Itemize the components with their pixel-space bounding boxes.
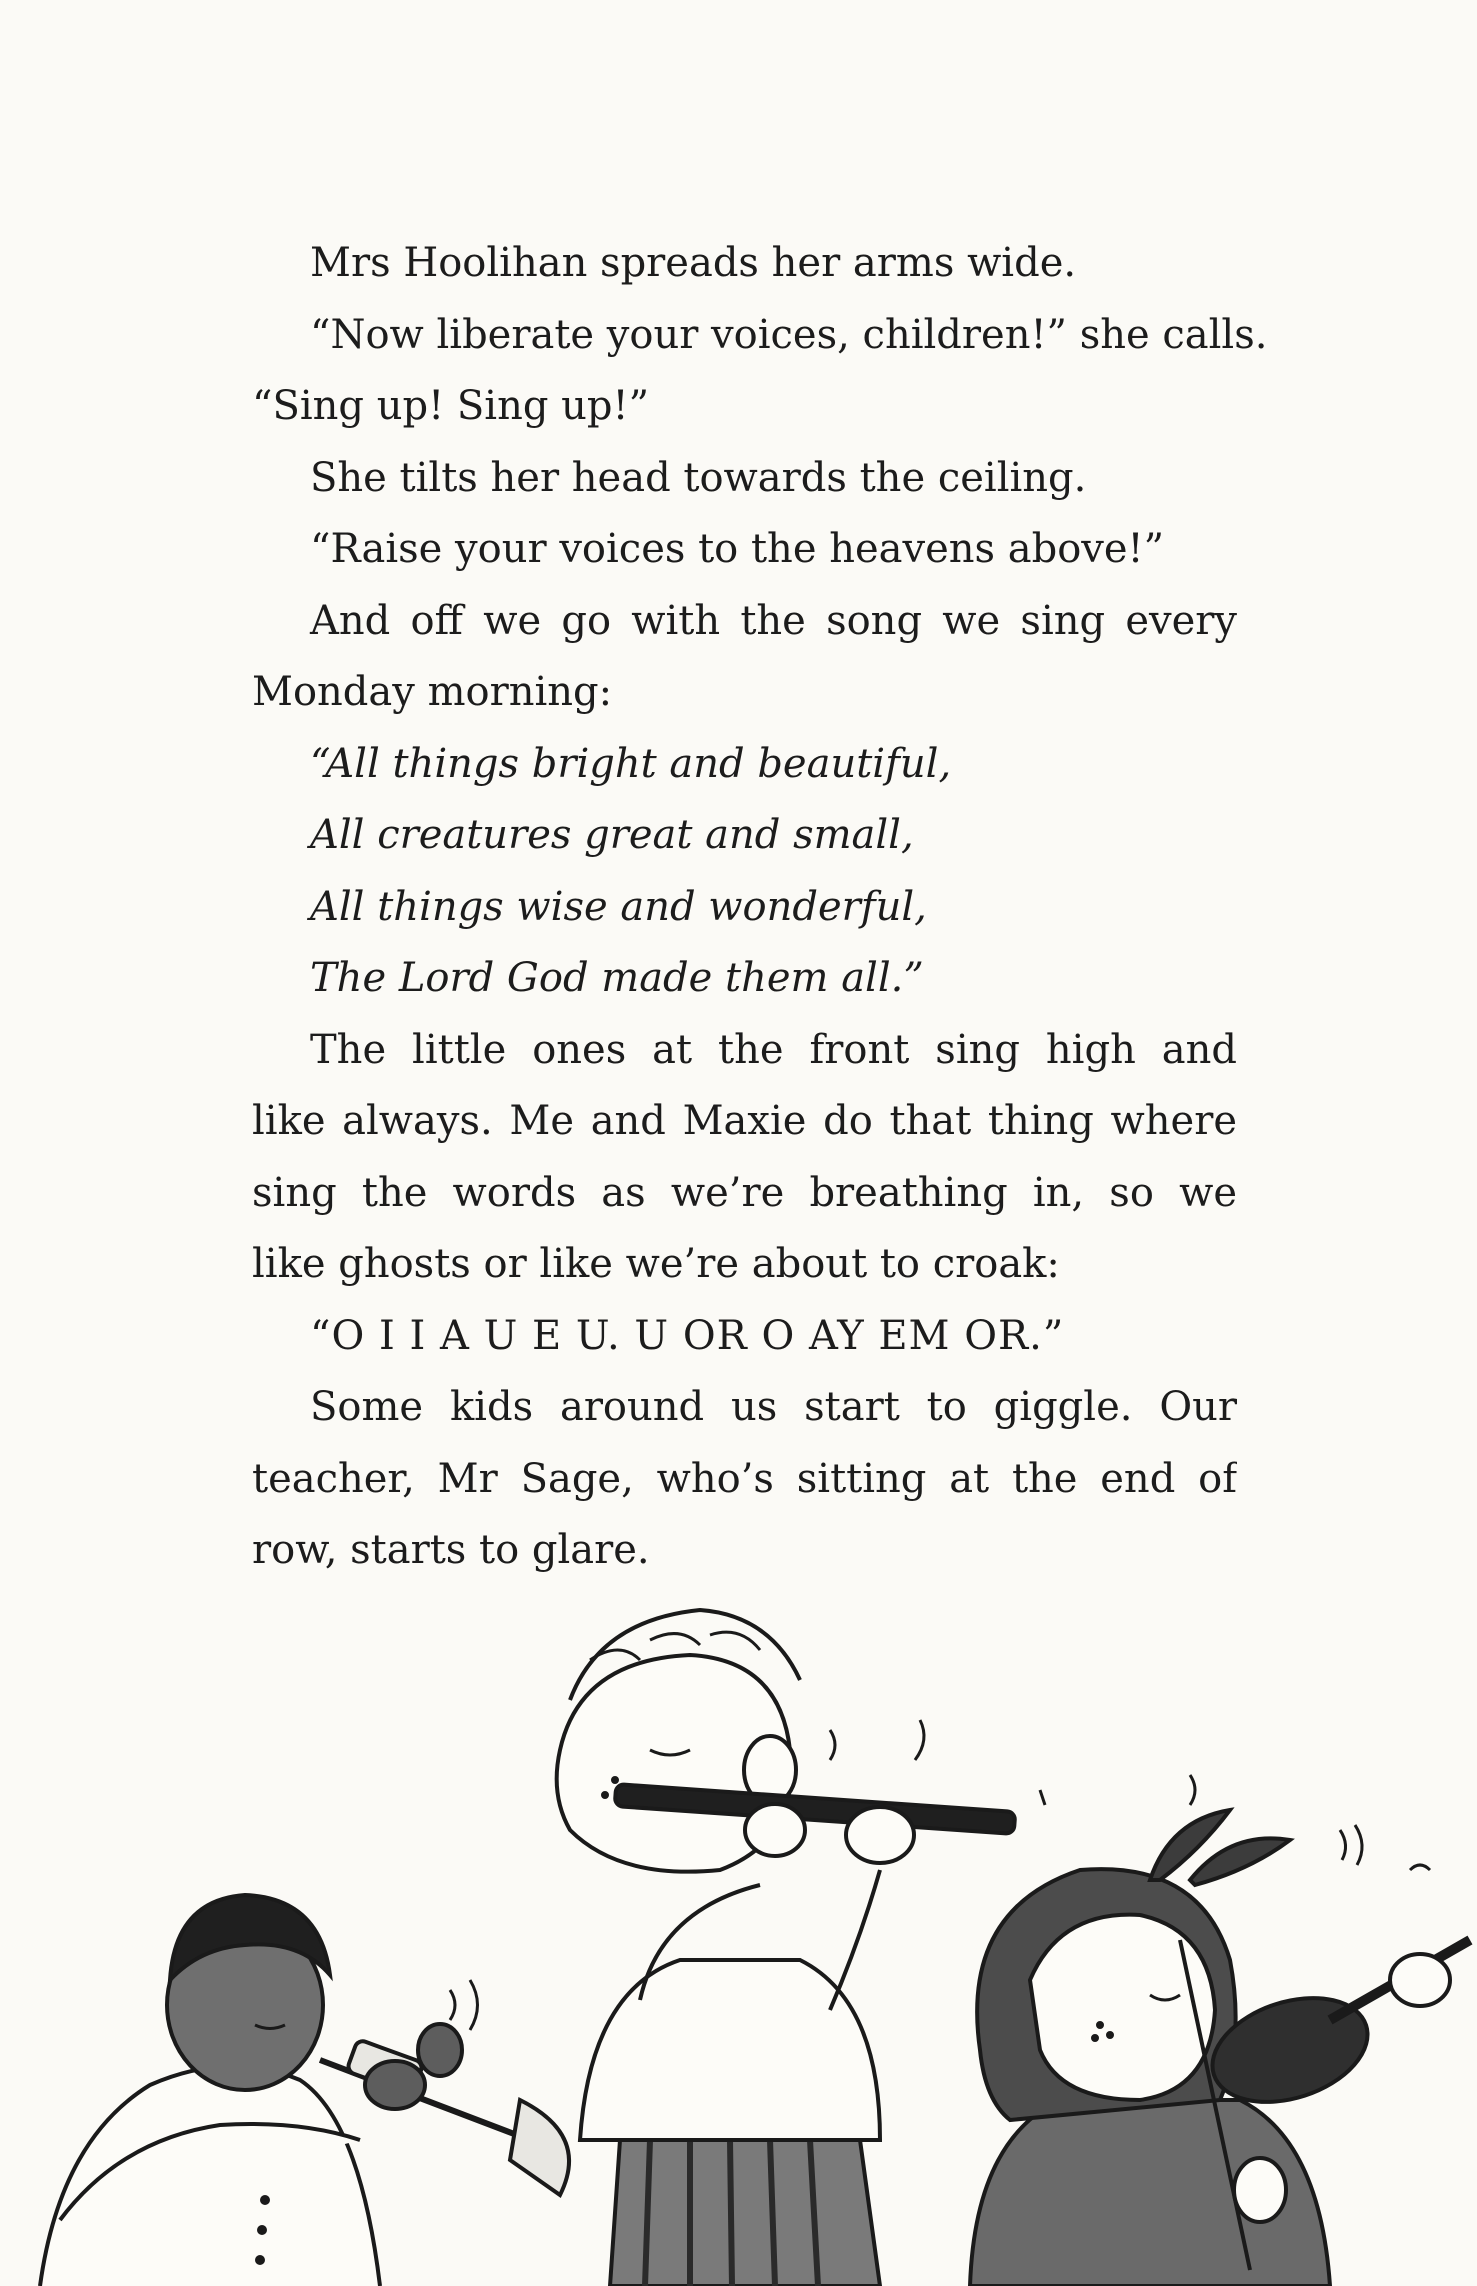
text-line: Some kids around us start to giggle. Our — [310, 1384, 1237, 1430]
text-line: like ghosts or like we’re about to croak: — [252, 1241, 1060, 1287]
text-line: Monday morning: — [252, 669, 613, 715]
song-line: All creatures great and small, — [310, 812, 914, 858]
text-line: row, starts to glare. — [252, 1527, 650, 1573]
text-line: teacher, Mr Sage, who’s sitting at the end of — [252, 1455, 1237, 1502]
text-line: sing the words as we’re breathing in, so we — [252, 1169, 1237, 1216]
text-line: “Raise your voices to the heavens above!” — [310, 526, 1165, 572]
text-line: “Now liberate your voices, children!” she calls. — [310, 311, 1268, 358]
musicians-illustration — [0, 1580, 1477, 2286]
text-line: “Sing up! Sing up!” — [252, 383, 650, 429]
song-line: The Lord God made them all.” — [310, 955, 924, 1001]
text-line: She tilts her head towards the ceiling. — [310, 454, 1087, 501]
song-line: “All things bright and beautiful, — [310, 740, 952, 787]
trumpet-player-figure — [40, 1895, 569, 2286]
text-line: The little ones at the front sing high and — [310, 1026, 1237, 1073]
text-line: like always. Me and Maxie do that thing where — [252, 1098, 1237, 1144]
song-line: All things wise and wonderful, — [310, 883, 927, 930]
flute-player-figure — [557, 1610, 1045, 2286]
page-text — [252, 228, 1268, 1587]
croak-line: “O I I A U E U. U OR O AY EM OR.” — [310, 1312, 1065, 1359]
text-line: Mrs Hoolihan spreads her arms wide. — [310, 240, 1077, 286]
violin-player-figure — [970, 1775, 1470, 2286]
text-line: And off we go with the song we sing every — [310, 597, 1237, 644]
